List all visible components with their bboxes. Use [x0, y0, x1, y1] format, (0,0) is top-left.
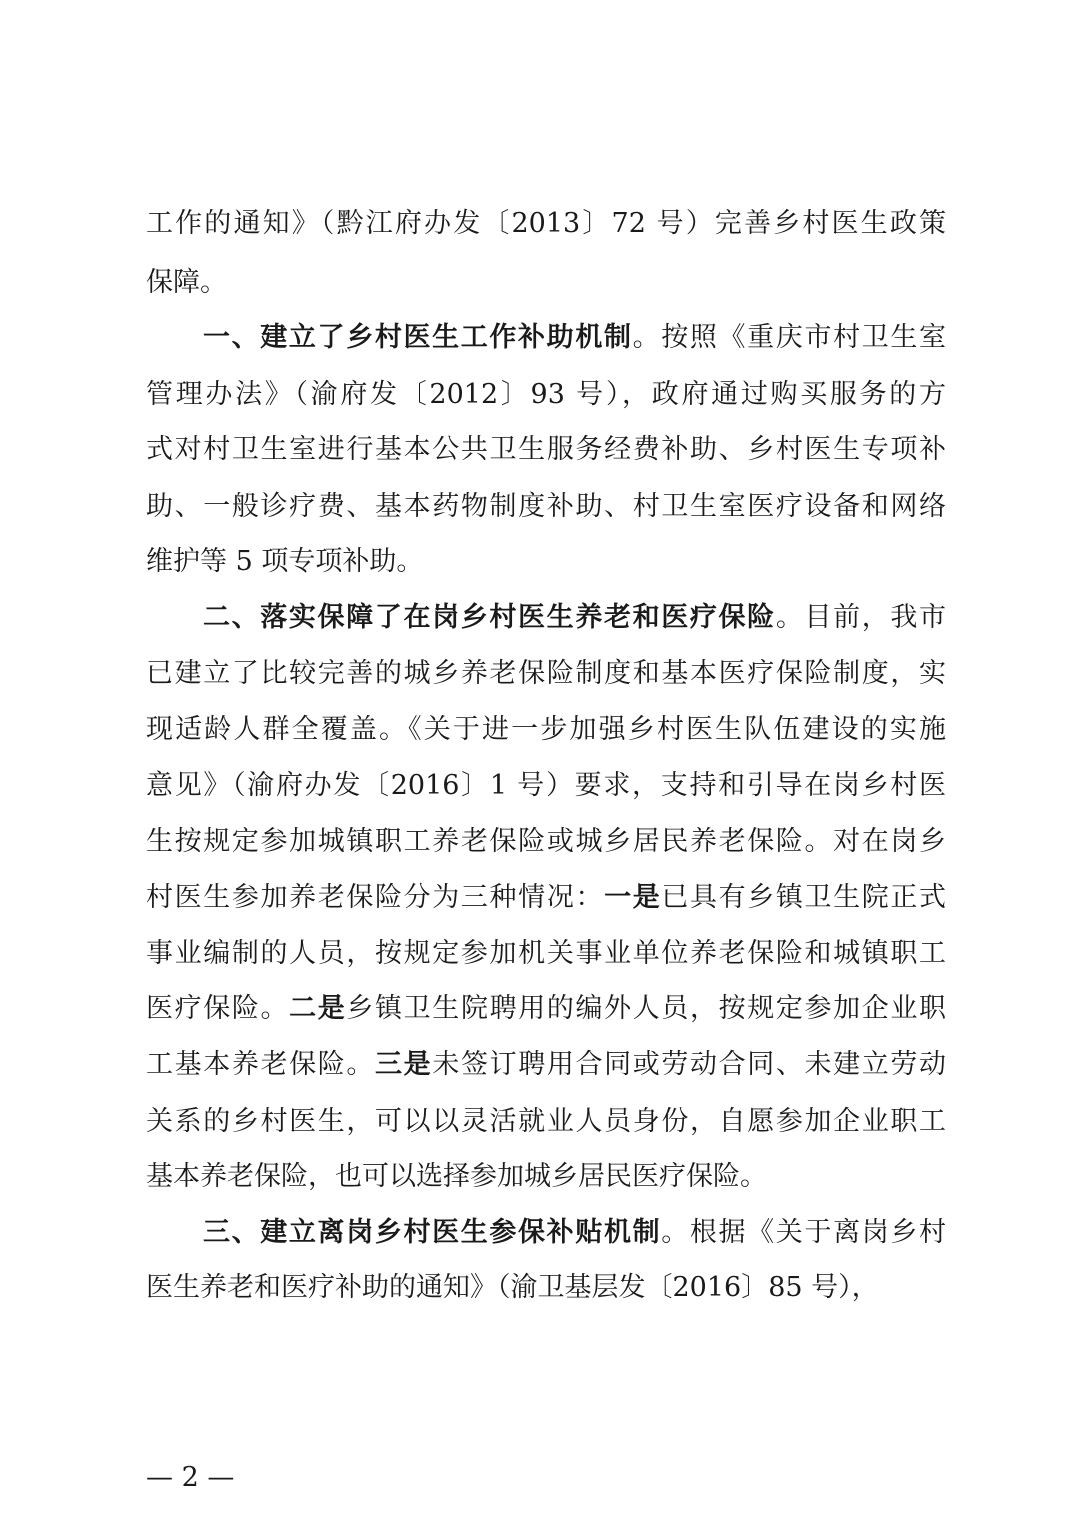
text-line: 生按规定参加城镇职工养老保险或城乡居民养老保险。对在岗乡: [146, 826, 946, 857]
paragraph-first-line: [203, 318, 946, 358]
section-heading: 二、落实保障了在岗乡村医生养老和医疗保险: [203, 602, 776, 633]
text-run: 已具有乡镇卫生院正式: [661, 882, 946, 913]
text-run: 工基本养老保险。: [146, 1049, 376, 1080]
text-line: 医生养老和医疗补助的通知》（渝卫基层发〔2016〕85 号），: [146, 1272, 879, 1303]
text-run: 乡镇卫生院聘用的编外人员，按规定参加企业职: [346, 993, 946, 1024]
case-label: 二是: [289, 993, 347, 1024]
text-line: 事业编制的人员，按规定参加机关事业单位养老保险和城镇职工: [146, 938, 946, 969]
section-heading: 一、建立了乡村医生工作补助机制: [203, 322, 633, 353]
text-line: 管理办法》（渝府发〔2012〕93 号），政府通过购买服务的方: [146, 379, 946, 410]
text-line: 式对村卫生室进行基本公共卫生服务经费补助、乡村医生专项补: [146, 434, 946, 465]
paragraph-first-line: [203, 1213, 946, 1253]
heading-punct: 。: [661, 1217, 690, 1248]
text-line: 基本养老保险，也可以选择参加城乡居民医疗保险。: [146, 1161, 767, 1192]
text-line: 工作的通知》（黔江府办发〔2013〕72 号）完善乡村医生政策: [146, 208, 946, 239]
text-line: 助、一般诊疗费、基本药物制度补助、村卫生室医疗设备和网络: [146, 491, 946, 522]
text-line: 保障。: [146, 267, 227, 298]
text-run: 目前，我市: [804, 602, 946, 633]
paragraph-first-line: [203, 598, 946, 638]
text-run: 按照《重庆市村卫生室: [661, 322, 946, 353]
case-label: 一是: [604, 882, 662, 913]
page-number: — 2 —: [146, 1462, 235, 1493]
text-line: 意见》（渝府办发〔2016〕1 号）要求，支持和引导在岗乡村医: [146, 770, 946, 801]
text-line: [146, 989, 946, 1029]
text-run: 根据《关于离岗乡村: [689, 1217, 946, 1248]
text-line: [146, 1045, 946, 1085]
section-heading: 三、建立离岗乡村医生参保补贴机制: [203, 1217, 662, 1248]
text-line: 维护等 5 项专项补助。: [146, 546, 424, 577]
case-label: 三是: [375, 1049, 433, 1080]
text-run: 未签订聘用合同或劳动合同、未建立劳动: [432, 1049, 946, 1080]
text-line: 已建立了比较完善的城乡养老保险制度和基本医疗保险制度，实: [146, 658, 946, 689]
text-run: 村医生参加养老保险分为三种情况：: [146, 882, 605, 913]
text-line: [146, 878, 946, 918]
text-line: 关系的乡村医生，可以以灵活就业人员身份，自愿参加企业职工: [146, 1106, 946, 1137]
heading-punct: 。: [775, 602, 805, 633]
heading-punct: 。: [632, 322, 662, 353]
text-run: 医疗保险。: [146, 993, 290, 1024]
text-line: 现适龄人群全覆盖。《关于进一步加强乡村医生队伍建设的实施: [146, 714, 946, 745]
